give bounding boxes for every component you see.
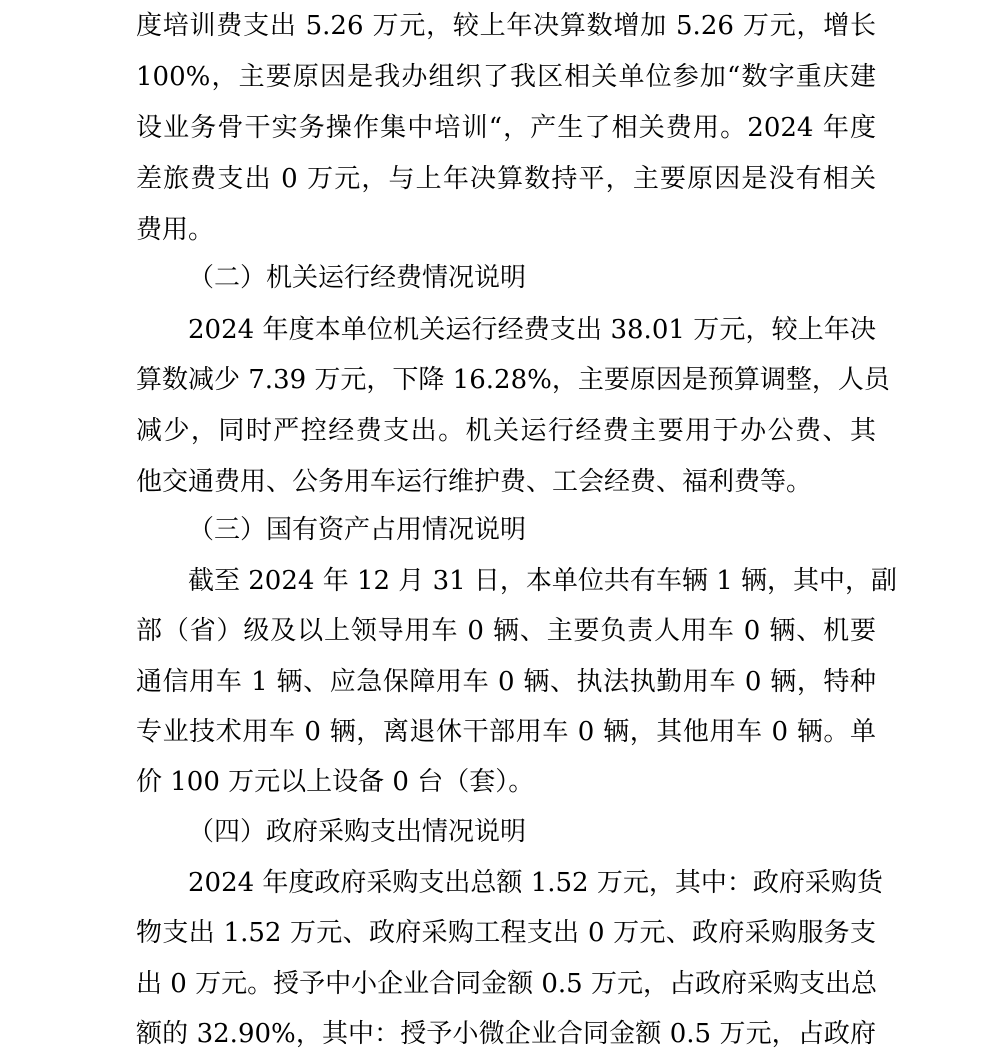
paragraph-line: 截至 2024 年 12 月 31 日，本单位共有车辆 1 辆，其中，副 <box>188 566 897 596</box>
paragraph-line: 物支出 1.52 万元、政府采购工程支出 0 万元、政府采购服务支 <box>136 918 876 948</box>
paragraph-line: 部（省）级及以上领导用车 0 辆、主要负责人用车 0 辆、机要 <box>136 616 876 646</box>
paragraph-line: 专业技术用车 0 辆，离退休干部用车 0 辆，其他用车 0 辆。单 <box>136 717 876 747</box>
paragraph-line: 差旅费支出 0 万元，与上年决算数持平，主要原因是没有相关 <box>136 164 876 194</box>
paragraph-line: 设业务骨干实务操作集中培训“，产生了相关费用。2024 年度 <box>136 113 876 143</box>
paragraph-line: 通信用车 1 辆、应急保障用车 0 辆、执法执勤用车 0 辆，特种 <box>136 667 876 697</box>
paragraph-line: 出 0 万元。授予中小企业合同金额 0.5 万元，占政府采购支出总 <box>136 969 877 999</box>
section-heading: （二）机关运行经费情况说明 <box>188 263 527 293</box>
section-heading: （四）政府采购支出情况说明 <box>188 817 527 847</box>
paragraph-line: 他交通费用、公务用车运行维护费、工会经费、福利费等。 <box>136 467 813 497</box>
paragraph-line: 2024 年度本单位机关运行经费支出 38.01 万元，较上年决 <box>188 315 876 345</box>
paragraph-line: 额的 32.90%，其中：授予小微企业合同金额 0.5 万元，占政府 <box>136 1019 876 1049</box>
paragraph-line: 2024 年度政府采购支出总额 1.52 万元，其中：政府采购货 <box>188 868 883 898</box>
paragraph-line: 减少，同时严控经费支出。机关运行经费主要用于办公费、其 <box>136 416 876 446</box>
paragraph-line: 100%，主要原因是我办组织了我区相关单位参加“数字重庆建 <box>136 62 876 92</box>
paragraph-line: 算数减少 7.39 万元，下降 16.28%，主要原因是预算调整，人员 <box>136 365 890 395</box>
paragraph-line: 价 100 万元以上设备 0 台（套）。 <box>136 767 535 797</box>
section-heading: （三）国有资产占用情况说明 <box>188 515 527 545</box>
paragraph-line: 度培训费支出 5.26 万元，较上年决算数增加 5.26 万元，增长 <box>136 11 876 41</box>
paragraph-line: 费用。 <box>136 215 215 245</box>
